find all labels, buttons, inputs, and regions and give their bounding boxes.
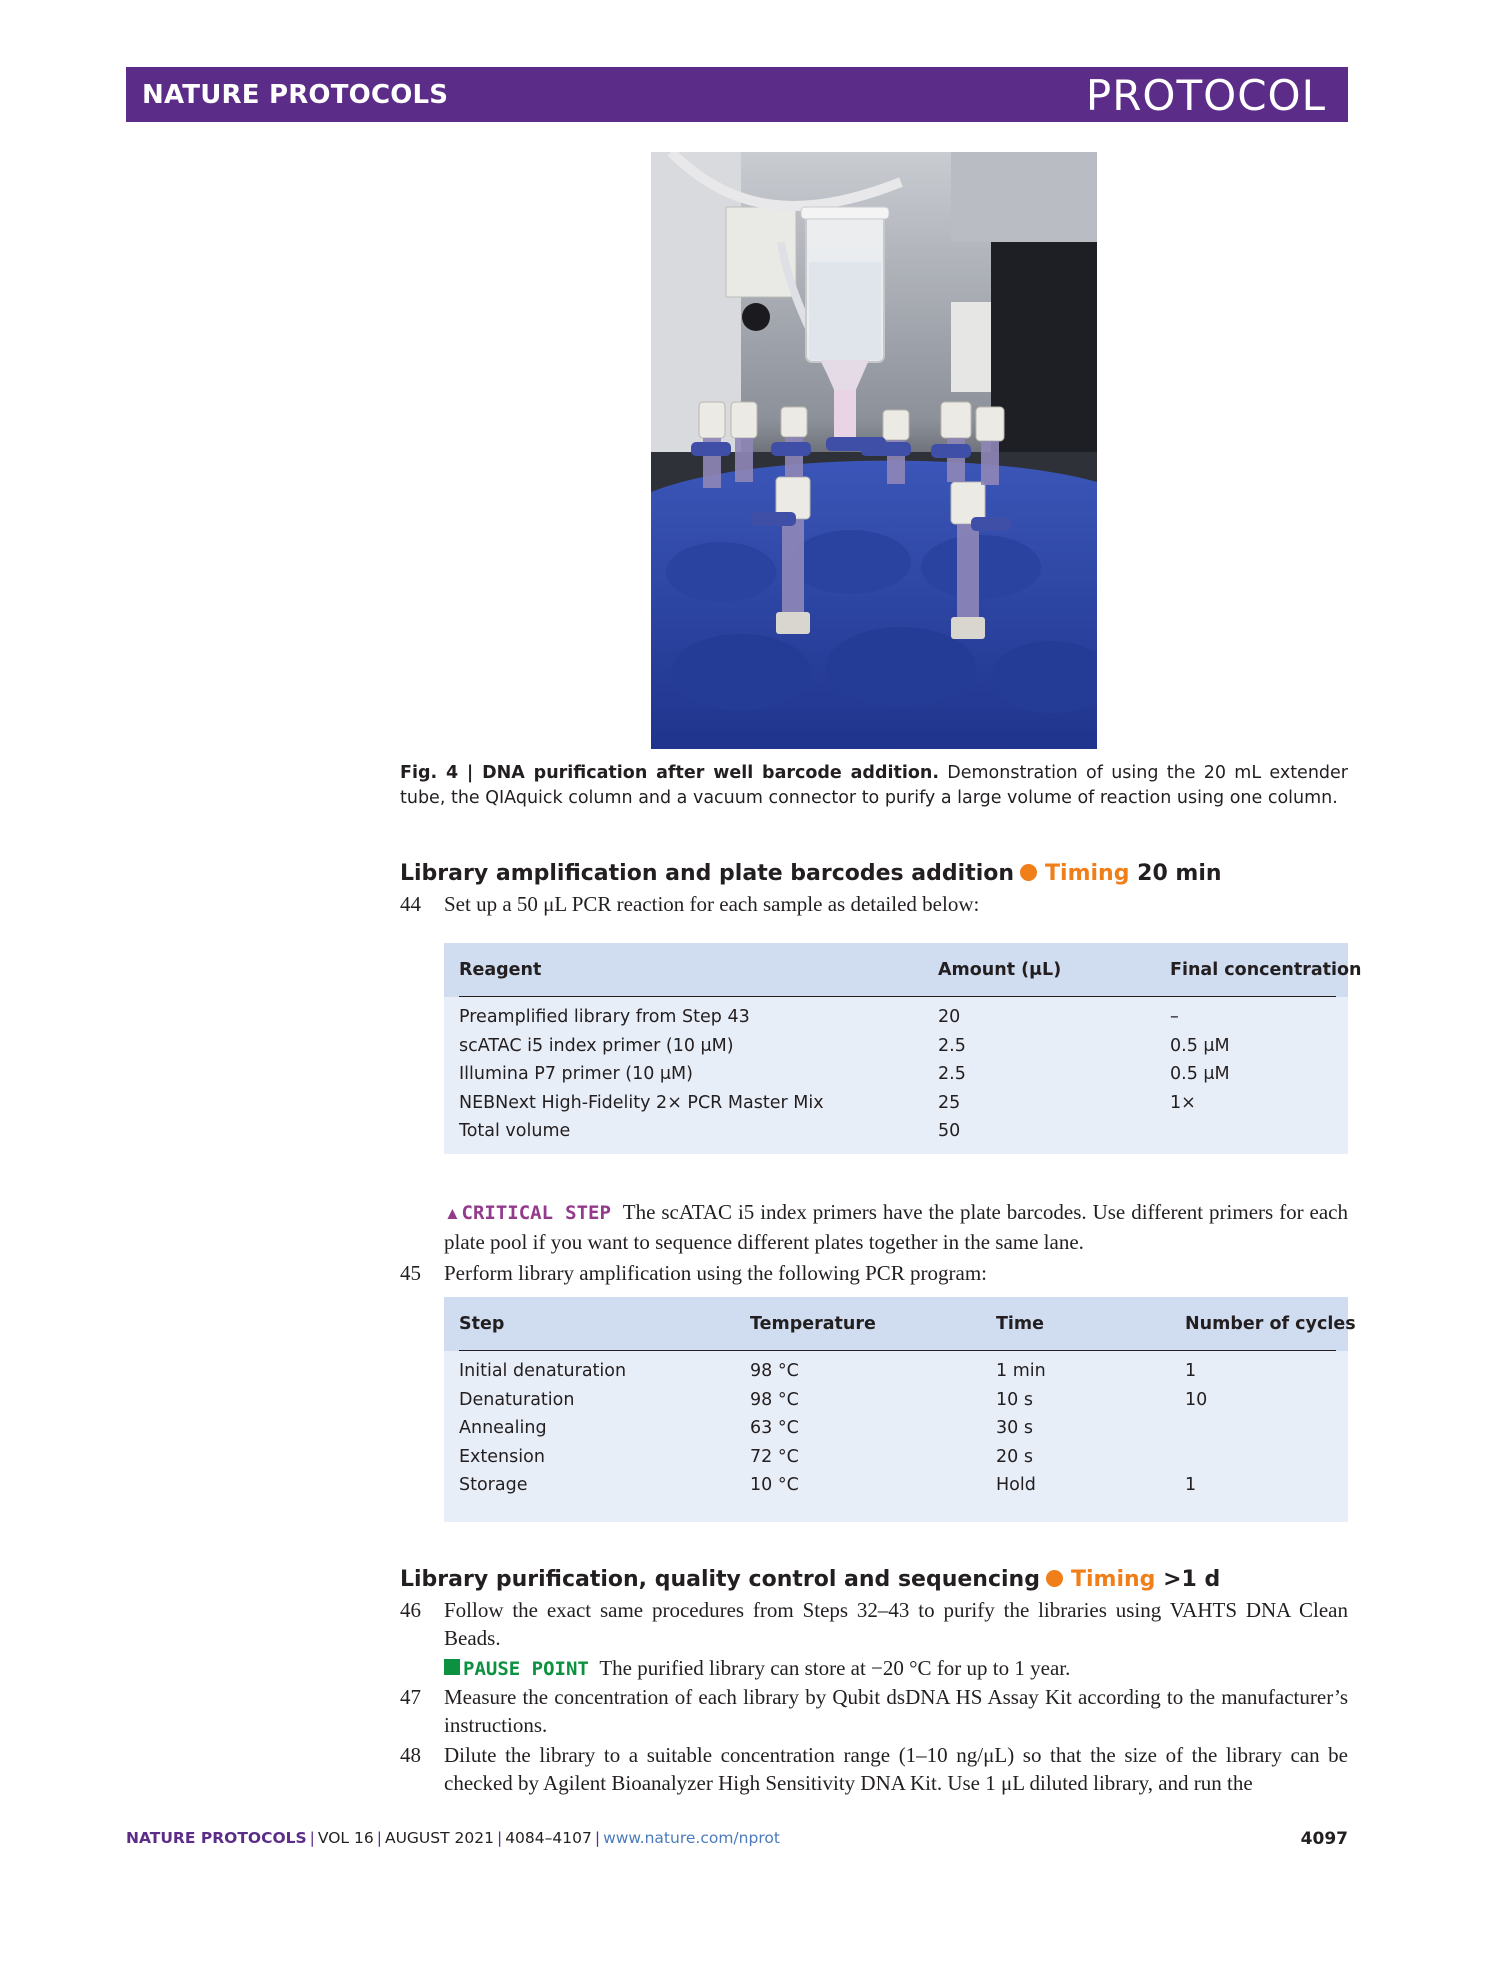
step-number: 48 bbox=[400, 1743, 421, 1767]
timing-label: Timing bbox=[1045, 861, 1130, 886]
footer-url-link[interactable]: www.nature.com/nprot bbox=[603, 1829, 780, 1847]
step-44 bbox=[400, 890, 1348, 918]
table-cell: Illumina P7 primer (10 μM) bbox=[459, 1064, 693, 1084]
table-cell: 20 s bbox=[996, 1447, 1033, 1467]
table-cell: Preamplified library from Step 43 bbox=[459, 1007, 750, 1027]
step-46 bbox=[400, 1596, 1348, 1652]
step-text: Perform library amplification using the following PCR program: bbox=[444, 1261, 987, 1285]
table-cell: – bbox=[1170, 1007, 1179, 1027]
step-number: 45 bbox=[400, 1261, 421, 1285]
table-cell: 2.5 bbox=[938, 1036, 966, 1056]
section-title: Library purification, quality control and sequencing bbox=[400, 1567, 1040, 1592]
step-text: Set up a 50 μL PCR reaction for each sample as detailed below: bbox=[444, 892, 980, 916]
table-cell: 50 bbox=[938, 1121, 961, 1141]
footer-date: AUGUST 2021 bbox=[384, 1829, 494, 1847]
table-cell: 98 °C bbox=[750, 1390, 799, 1410]
table-cell: 98 °C bbox=[750, 1361, 799, 1381]
table-cell: Total volume bbox=[459, 1121, 571, 1141]
section-heading-library-amplification bbox=[400, 861, 1222, 886]
timing-value: 20 min bbox=[1137, 861, 1222, 886]
table-cell: 10 °C bbox=[750, 1475, 799, 1495]
table-cell: Initial denaturation bbox=[459, 1361, 627, 1381]
table-cell: 10 s bbox=[996, 1390, 1033, 1410]
figure-label: Fig. 4 | DNA purification after well barcode addition. bbox=[400, 763, 939, 783]
pause-square-icon bbox=[444, 1659, 460, 1675]
step-text: Dilute the library to a suitable concentration range (1–10 ng/μL) so that the size of the library can be checked by Agilent Bioanalyzer High Sensitivity DNA Kit. Use 1 μL diluted library, and run the bbox=[444, 1743, 1348, 1795]
step-48 bbox=[400, 1741, 1348, 1797]
footer-journal: NATURE PROTOCOLS bbox=[126, 1829, 307, 1847]
table-cell: Denaturation bbox=[459, 1390, 575, 1410]
table-cell: 25 bbox=[938, 1093, 961, 1113]
table-cell: 1 min bbox=[996, 1361, 1046, 1381]
article-type: PROTOCOL bbox=[1085, 71, 1326, 120]
table-cell: 63 °C bbox=[750, 1418, 799, 1438]
journal-header-bar bbox=[126, 67, 1348, 122]
table-cell: Annealing bbox=[459, 1418, 547, 1438]
column-header: Final concentration bbox=[1170, 960, 1362, 980]
footer-volume: VOL 16 bbox=[317, 1829, 374, 1847]
figure-4-photo bbox=[651, 152, 1097, 749]
section-title: Library amplification and plate barcodes addition bbox=[400, 861, 1015, 886]
table-header-row bbox=[444, 943, 1362, 997]
step-text: Follow the exact same procedures from Steps 32–43 to purify the libraries using VAHTS DNA Clean Beads. bbox=[444, 1598, 1348, 1650]
pause-point-text: The purified library can store at −20 °C for up to 1 year. bbox=[599, 1656, 1071, 1680]
timing-dot-icon bbox=[1046, 1570, 1063, 1587]
journal-name: NATURE PROTOCOLS bbox=[142, 80, 449, 110]
step-text: Measure the concentration of each library by Qubit dsDNA HS Assay Kit according to the manufacturer’s instructions. bbox=[444, 1685, 1348, 1737]
page-footer: NATURE PROTOCOLS | VOL 16 | AUGUST 2021 | 4084–4107 | www.nature.com/nprot 4097 bbox=[126, 1829, 1348, 1849]
table-cell: 0.5 μM bbox=[1170, 1036, 1230, 1056]
table-cell: Hold bbox=[996, 1475, 1036, 1495]
table-cell: 10 bbox=[1185, 1390, 1208, 1410]
figure-caption-text: Demonstration of using the 20 mL extender tube, the QIAquick column and a vacuum connector to purify a large volume of reaction using one column. bbox=[400, 763, 1348, 808]
pcr-program-table bbox=[444, 1297, 1356, 1522]
critical-step-note bbox=[400, 1198, 1348, 1254]
table-header-row bbox=[444, 1297, 1356, 1351]
reagent-table bbox=[444, 943, 1362, 1154]
table-cell: 30 s bbox=[996, 1418, 1033, 1438]
table-cell: Extension bbox=[459, 1447, 545, 1467]
table-cell: 2.5 bbox=[938, 1064, 966, 1084]
table-rule bbox=[459, 996, 1336, 997]
table-cell: NEBNext High-Fidelity 2× PCR Master Mix bbox=[459, 1093, 824, 1113]
table-cell: 1 bbox=[1185, 1361, 1197, 1381]
table-cell: scATAC i5 index primer (10 μM) bbox=[459, 1036, 734, 1056]
table-cell: 1× bbox=[1170, 1093, 1196, 1113]
step-number: 46 bbox=[400, 1598, 421, 1622]
table-cell: 20 bbox=[938, 1007, 961, 1027]
critical-triangle-icon: ▲ bbox=[444, 1204, 462, 1223]
page-number: 4097 bbox=[1300, 1829, 1348, 1849]
pause-point-note bbox=[400, 1654, 1348, 1682]
step-number: 44 bbox=[400, 892, 421, 916]
table-cell: 72 °C bbox=[750, 1447, 799, 1467]
table-rule bbox=[459, 1350, 1336, 1351]
step-number: 47 bbox=[400, 1685, 421, 1709]
table-cell: Storage bbox=[459, 1475, 528, 1495]
column-header: Time bbox=[996, 1314, 1045, 1334]
column-header: Reagent bbox=[459, 960, 542, 980]
timing-value: >1 d bbox=[1163, 1567, 1221, 1592]
step-47 bbox=[400, 1683, 1348, 1739]
timing-dot-icon bbox=[1020, 864, 1037, 881]
critical-step-label: CRITICAL STEP bbox=[461, 1202, 611, 1224]
step-45 bbox=[400, 1259, 1348, 1287]
column-header: Temperature bbox=[750, 1314, 876, 1334]
section-heading-library-purification bbox=[400, 1567, 1220, 1592]
pause-point-label: PAUSE POINT bbox=[463, 1658, 589, 1680]
figure-caption bbox=[400, 761, 1348, 811]
critical-step-text: The scATAC i5 index primers have the plate barcodes. Use different primers for each plate pool if you want to sequence different plates together in the same lane. bbox=[444, 1200, 1348, 1254]
footer-pages: 4084–4107 bbox=[505, 1829, 592, 1847]
table-cell: 1 bbox=[1185, 1475, 1197, 1495]
column-header: Step bbox=[459, 1314, 505, 1334]
column-header: Number of cycles bbox=[1185, 1314, 1356, 1334]
table-cell: 0.5 μM bbox=[1170, 1064, 1230, 1084]
timing-label: Timing bbox=[1070, 1567, 1156, 1592]
column-header: Amount (μL) bbox=[938, 960, 1062, 980]
